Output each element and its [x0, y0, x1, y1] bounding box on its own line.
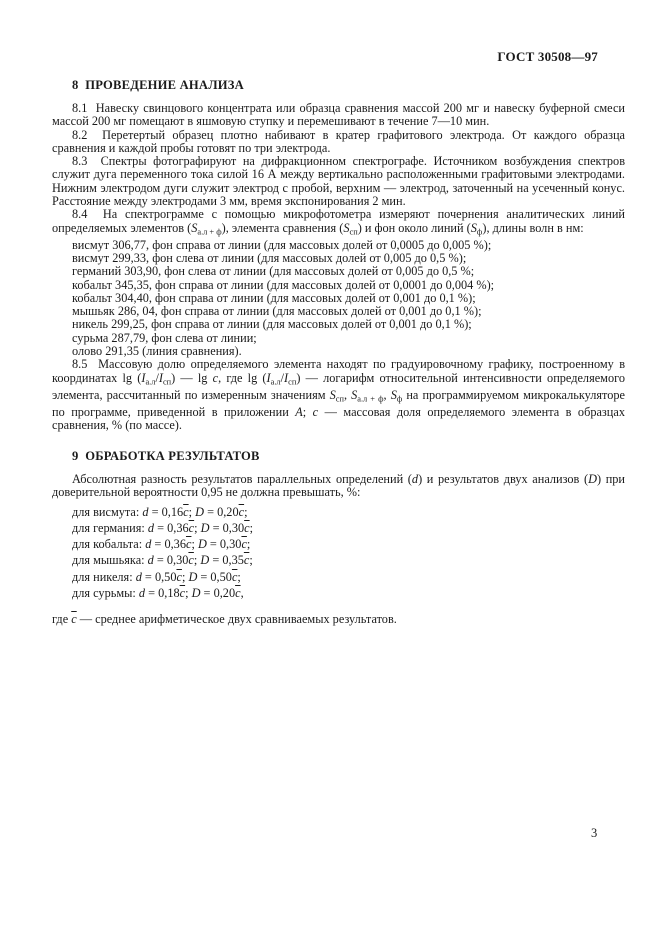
paragraph-8-5: 8.5 Массовую долю определяемого элемента находят по градуировочному графику, построенному в координатах $\lg (I_{а.л}/I_{сп})$ — lg c, где $\lg (I_{а.л}/I_{сп})$ — логарифм относительной интенсивности определяемого элемента, рассчитанный по измеренным значениям $S_{сп}$, $S_{а.л + ф}$, $S_ф$ на программируемом микрокалькуляторе по программе, приведенной в приложении А; с — массовая доля определяемого элемента в образцах сравнения, % (по массе). [52, 357, 625, 432]
tolerance-item: для висмута: $d = 0,16\overline{c}$; $D = 0,20\overline{c}$; [72, 504, 248, 519]
paragraph-8-2: 8.2 Перетертый образец плотно набивают в кратер графитового электрода. От каждого образца сравнения и каждой пробы готовят по три электрода. [52, 127, 625, 155]
document-page [52, 49, 625, 626]
spectral-line-item: германий 303,90, фон слева от линии (для массовых долей от 0,005 до 0,5 %; [72, 264, 475, 279]
tolerance-item: для сурьмы: $d = 0,18\overline{c}$; $D = 0,20\overline{c}$, [72, 585, 244, 600]
spectral-line-item: мышьяк 286, 04, фон справа от линии (для массовых долей от 0,001 до 0,1 %); [72, 304, 482, 319]
spectral-line-item: кобальт 304,40, фон справа от линии (для массовых долей от 0,001 до 0,1 %); [72, 290, 476, 305]
spectral-line-item: висмут 299,33, фон слева от линии (для массовых долей от 0,005 до 0,5 %); [72, 250, 467, 265]
note-paragraph: где $\overline{c}$ — среднее арифметическое двух сравниваемых результатов. [52, 611, 397, 626]
spectral-line-item: кобальт 345,35, фон справа от линии (для массовых долей от 0,0001 до 0,004 %); [72, 277, 495, 292]
spectral-line-item: никель 299,25, фон справа от линии (для массовых долей от 0,001 до 0,1 %); [72, 317, 472, 332]
tolerance-item: для кобальта: $d = 0,36\overline{c}$; $D = 0,30\overline{c}$; [72, 537, 251, 552]
paragraph-8-1: 8.1 Навеску свинцового концентрата или образца сравнения массой 200 мг и навеску буферной смеси массой 200 мг помещают в яшмовую ступку и перемешивают в течение 7—10 мин. [52, 101, 625, 129]
tolerance-item: для мышьяка: $d = 0,30\overline{c}$; $D = 0,35\overline{c}$; [72, 553, 253, 568]
paragraph-8-3: 8.3 Спектры фотографируют на дифракционном спектрографе. Источником возбуждения спектров служит дуга переменного тока силой 16 А между вертикально расположенными графитовыми электродами. Нижним электродом дуги служит электрод с пробой, верхним — электрод, заточенный на усеченный конус. Расстояние между электродами 3 мм, время экспонирования 2 мин. [52, 154, 625, 209]
tolerance-item: для никеля: $d = 0,50\overline{c}$; $D = 0,50\overline{c}$; [72, 569, 241, 584]
paragraph-9-intro: Абсолютная разность результатов параллельных определений (d) и результатов двух анализов (D) при доверительной вероятности 0,95 не должна превышать, %: [52, 472, 626, 500]
spectral-line-item: сурьма 287,79, фон слева от линии; [72, 330, 257, 345]
tolerance-item: для германия: $d = 0,36\overline{c}$; $D = 0,30\overline{c}$; [72, 520, 254, 535]
spectral-line-item: олово 291,35 (линия сравнения). [72, 344, 242, 359]
spectral-lines-list [52, 239, 625, 359]
section-8-heading: 8 ПРОВЕДЕНИЕ АНАЛИЗА [72, 78, 244, 92]
page-number: 3 [591, 826, 598, 840]
spectral-line-item: висмут 306,77, фон справа от линии (для массовых долей от 0,0005 до 0,005 %); [72, 237, 492, 252]
document-code: ГОСТ 30508—97 [497, 49, 598, 64]
tolerance-list [52, 504, 625, 601]
section-9-heading: 9 ОБРАБОТКА РЕЗУЛЬТАТОВ [72, 449, 260, 464]
paragraph-8-4: 8.4 На спектрограмме с помощью микрофотометра измеряют почернения аналитических линий определяемых элементов $(S_{а.л + ф})$, элемента сравнения $(S_{сп})$ и фон около линий $(S_ф)$, длины волн в нм: [52, 207, 625, 237]
